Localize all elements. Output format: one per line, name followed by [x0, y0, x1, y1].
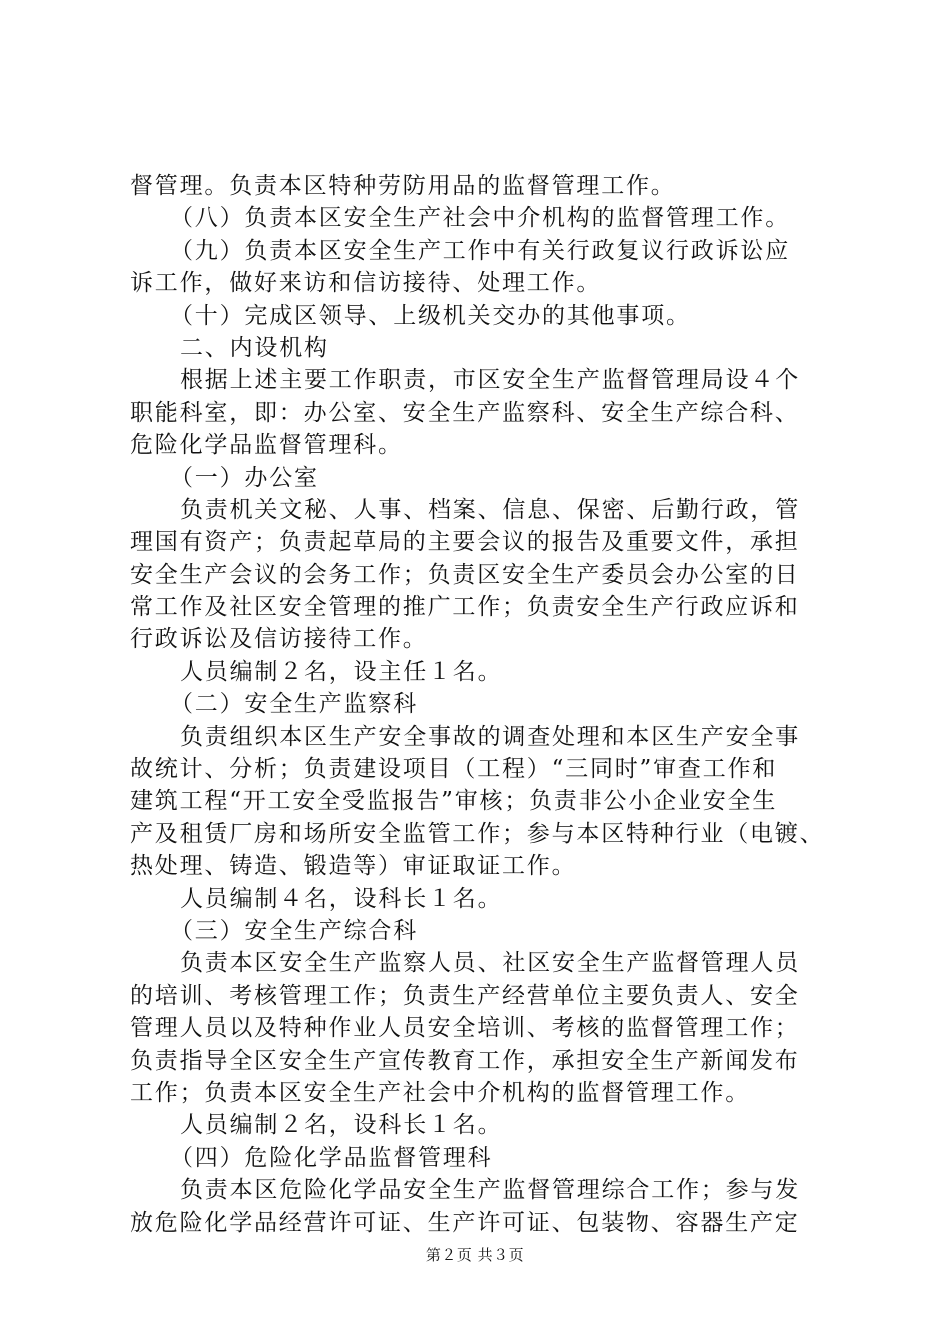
text-line: 工作；负责本区安全生产社会中介机构的监督管理工作。: [130, 1079, 750, 1106]
text-line: 行政诉讼及信访接待工作。: [130, 626, 428, 653]
text-line: 放危险化学品经营许可证、生产许可证、包装物、容器生产定: [130, 1209, 800, 1236]
text-line: 人员编制４名，设科长１名。: [180, 885, 503, 912]
text-line: 督管理。负责本区特种劳防用品的监督管理工作。: [130, 173, 676, 199]
text-line: 根据上述主要工作职责，市区安全生产监督管理局设４个: [180, 367, 800, 394]
text-line: 理国有资产；负责起草局的主要会议的报告及重要文件，承担: [130, 529, 800, 556]
text-line: 二、内设机构: [180, 334, 329, 361]
text-line: （一）办公室: [170, 464, 319, 491]
text-line: 负责机关文秘、人事、档案、信息、保密、后勤行政，管: [180, 496, 800, 523]
text-line: 负责指导全区安全生产宣传教育工作，承担安全生产新闻发布: [130, 1047, 800, 1074]
text-line: 产及租赁厂房和场所安全监管工作；参与本区特种行业（电镀、: [130, 820, 825, 847]
text-line: 的培训、考核管理工作；负责生产经营单位主要负责人、安全: [130, 982, 800, 1009]
text-line: （四）危险化学品监督管理科: [170, 1144, 493, 1171]
text-line: 热处理、铸造、锻造等）审证取证工作。: [130, 853, 577, 880]
text-line: 常工作及社区安全管理的推广工作；负责安全生产行政应诉和: [130, 594, 800, 621]
text-line: 负责组织本区生产安全事故的调查处理和本区生产安全事: [180, 723, 800, 750]
text-line: 建筑工程“开工安全受监报告”审核；负责非公小企业安全生: [130, 788, 778, 815]
text-line: 负责本区安全生产监察人员、社区安全生产监督管理人员: [180, 950, 800, 977]
text-line: （九）负责本区安全生产工作中有关行政复议行政诉讼应: [170, 237, 790, 264]
document-body: [130, 170, 835, 1239]
text-line: 人员编制２名，设科长１名。: [180, 1112, 503, 1139]
text-line: （二）安全生产监察科: [170, 691, 418, 718]
text-line: （十）完成区领导、上级机关交办的其他事项。: [170, 302, 691, 329]
text-line: 职能科室，即：办公室、安全生产监察科、安全生产综合科、: [130, 399, 800, 426]
text-line: （八）负责本区安全生产社会中介机构的监督管理工作。: [170, 205, 790, 232]
text-line: 故统计、分析；负责建设项目（工程）“三同时”审查工作和: [130, 756, 778, 783]
text-line: 危险化学品监督管理科。: [130, 432, 403, 459]
text-line: 负责本区危险化学品安全生产监督管理综合工作；参与发: [180, 1177, 800, 1204]
page-number-footer: 第２页 共３页: [425, 1246, 525, 1264]
text-line: （三）安全生产综合科: [170, 917, 418, 944]
text-line: 人员编制２名，设主任１名。: [180, 658, 503, 685]
text-line: 安全生产会议的会务工作；负责区安全生产委员会办公室的日: [130, 561, 800, 588]
text-line: 诉工作，做好来访和信访接待、处理工作。: [130, 270, 602, 297]
text-line: 管理人员以及特种作业人员安全培训、考核的监督管理工作；: [130, 1015, 800, 1042]
